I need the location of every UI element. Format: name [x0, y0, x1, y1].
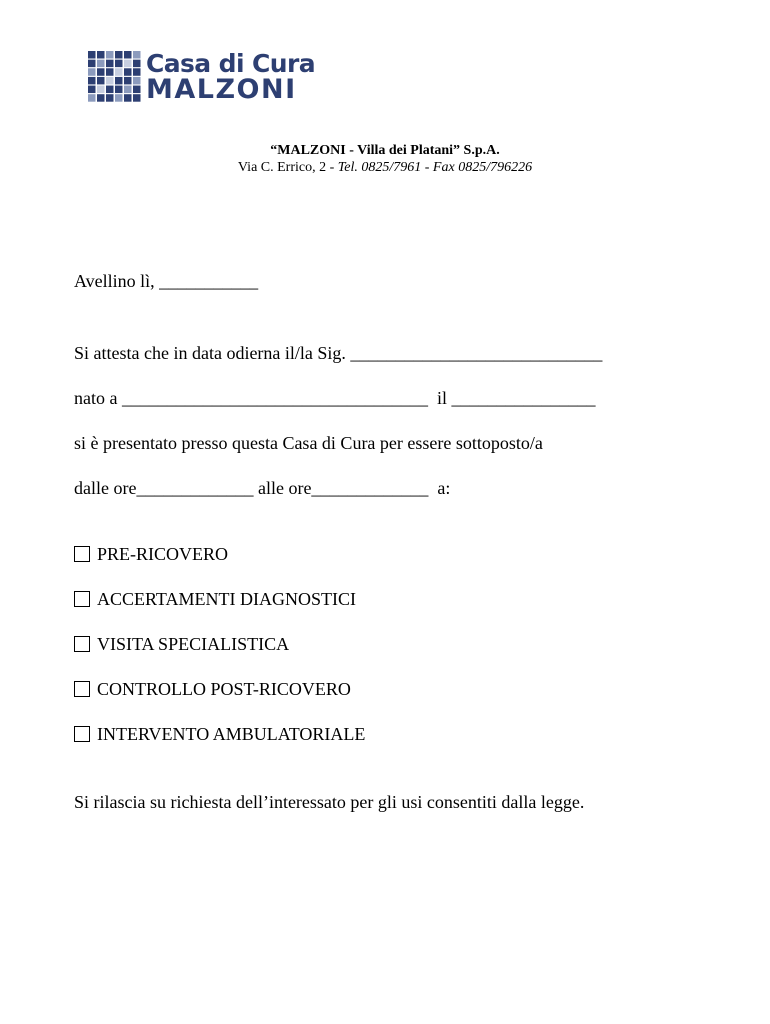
logo-grid-cell: [97, 77, 105, 85]
logo-grid-cell: [106, 94, 114, 102]
logo-grid-cell: [88, 77, 96, 85]
logo-grid-cell: [88, 51, 96, 59]
logo-grid-cell: [106, 77, 114, 85]
checkbox[interactable]: [74, 681, 90, 697]
closing-statement: Si rilascia su richiesta dell’interessato per gli usi consentiti dalla legge.: [74, 792, 585, 812]
logo-grid-cell: [115, 51, 123, 59]
logo-grid-cell: [133, 94, 141, 102]
logo-grid-cell: [133, 60, 141, 68]
company-name: “MALZONI - Villa dei Platani” S.p.A.: [270, 143, 500, 158]
option-visita-specialistica[interactable]: [74, 633, 289, 655]
checkbox[interactable]: [74, 726, 90, 742]
logo-text-casa-di-cura: Casa di Cura: [146, 49, 315, 78]
logo-grid-cell: [115, 77, 123, 85]
option-label: CONTROLLO POST-RICOVERO: [97, 679, 351, 699]
address-phone-fax: Tel. 0825/7961 - Fax 0825/796226: [337, 160, 533, 175]
logo-grid-cell: [124, 68, 132, 76]
date-line: Avellino lì, ___________: [74, 271, 259, 291]
logo-grid-cell: [133, 77, 141, 85]
logo-grid-cell: [97, 60, 105, 68]
logo-grid-cell: [88, 86, 96, 94]
presented-line: si è presentato presso questa Casa di Cura per essere sottoposto/a: [74, 433, 543, 453]
company-address: [0, 160, 770, 176]
logo-grid-cell: [88, 68, 96, 76]
logo-grid-cell: [106, 86, 114, 94]
option-label: PRE-RICOVERO: [97, 544, 229, 564]
logo-grid-cell: [133, 68, 141, 76]
logo-grid-cell: [115, 86, 123, 94]
logo-grid-cell: [97, 68, 105, 76]
option-intervento-ambulatoriale[interactable]: [74, 723, 365, 745]
logo-grid-cell: [124, 86, 132, 94]
logo-grid-cell: [115, 60, 123, 68]
logo-grid-cell: [124, 94, 132, 102]
logo-text-malzoni: MALZONI: [146, 74, 297, 105]
logo-grid-cell: [106, 60, 114, 68]
logo-grid-cell: [106, 68, 114, 76]
option-pre-ricovero[interactable]: [74, 543, 228, 565]
logo-grid-cell: [124, 51, 132, 59]
logo-grid-cell: [115, 68, 123, 76]
logo-grid-cell: [124, 77, 132, 85]
option-label: ACCERTAMENTI DIAGNOSTICI: [97, 589, 356, 609]
attestation-line: Si attesta che in data odierna il/la Sig. ____________________________: [74, 343, 603, 363]
logo-grid-icon: [88, 51, 142, 103]
option-accertamenti-diagnostici[interactable]: [74, 588, 356, 610]
logo-grid-cell: [124, 60, 132, 68]
logo-grid-cell: [97, 86, 105, 94]
option-label: INTERVENTO AMBULATORIALE: [97, 724, 366, 744]
logo-grid-cell: [115, 94, 123, 102]
checkbox[interactable]: [74, 591, 90, 607]
option-controllo-post-ricovero[interactable]: [74, 678, 351, 700]
birth-line: nato a __________________________________ il ________________: [74, 388, 596, 408]
checkbox[interactable]: [74, 546, 90, 562]
address-street: Via C. Errico, 2 -: [237, 160, 338, 175]
logo-grid-cell: [97, 51, 105, 59]
checkbox[interactable]: [74, 636, 90, 652]
logo-grid-cell: [97, 94, 105, 102]
logo-grid-cell: [88, 60, 96, 68]
hours-line: dalle ore_____________ alle ore_____________ a:: [74, 478, 451, 498]
option-label: VISITA SPECIALISTICA: [97, 634, 290, 654]
logo-grid-cell: [133, 86, 141, 94]
logo-grid-cell: [88, 94, 96, 102]
logo-grid-cell: [106, 51, 114, 59]
logo-grid-cell: [133, 51, 141, 59]
